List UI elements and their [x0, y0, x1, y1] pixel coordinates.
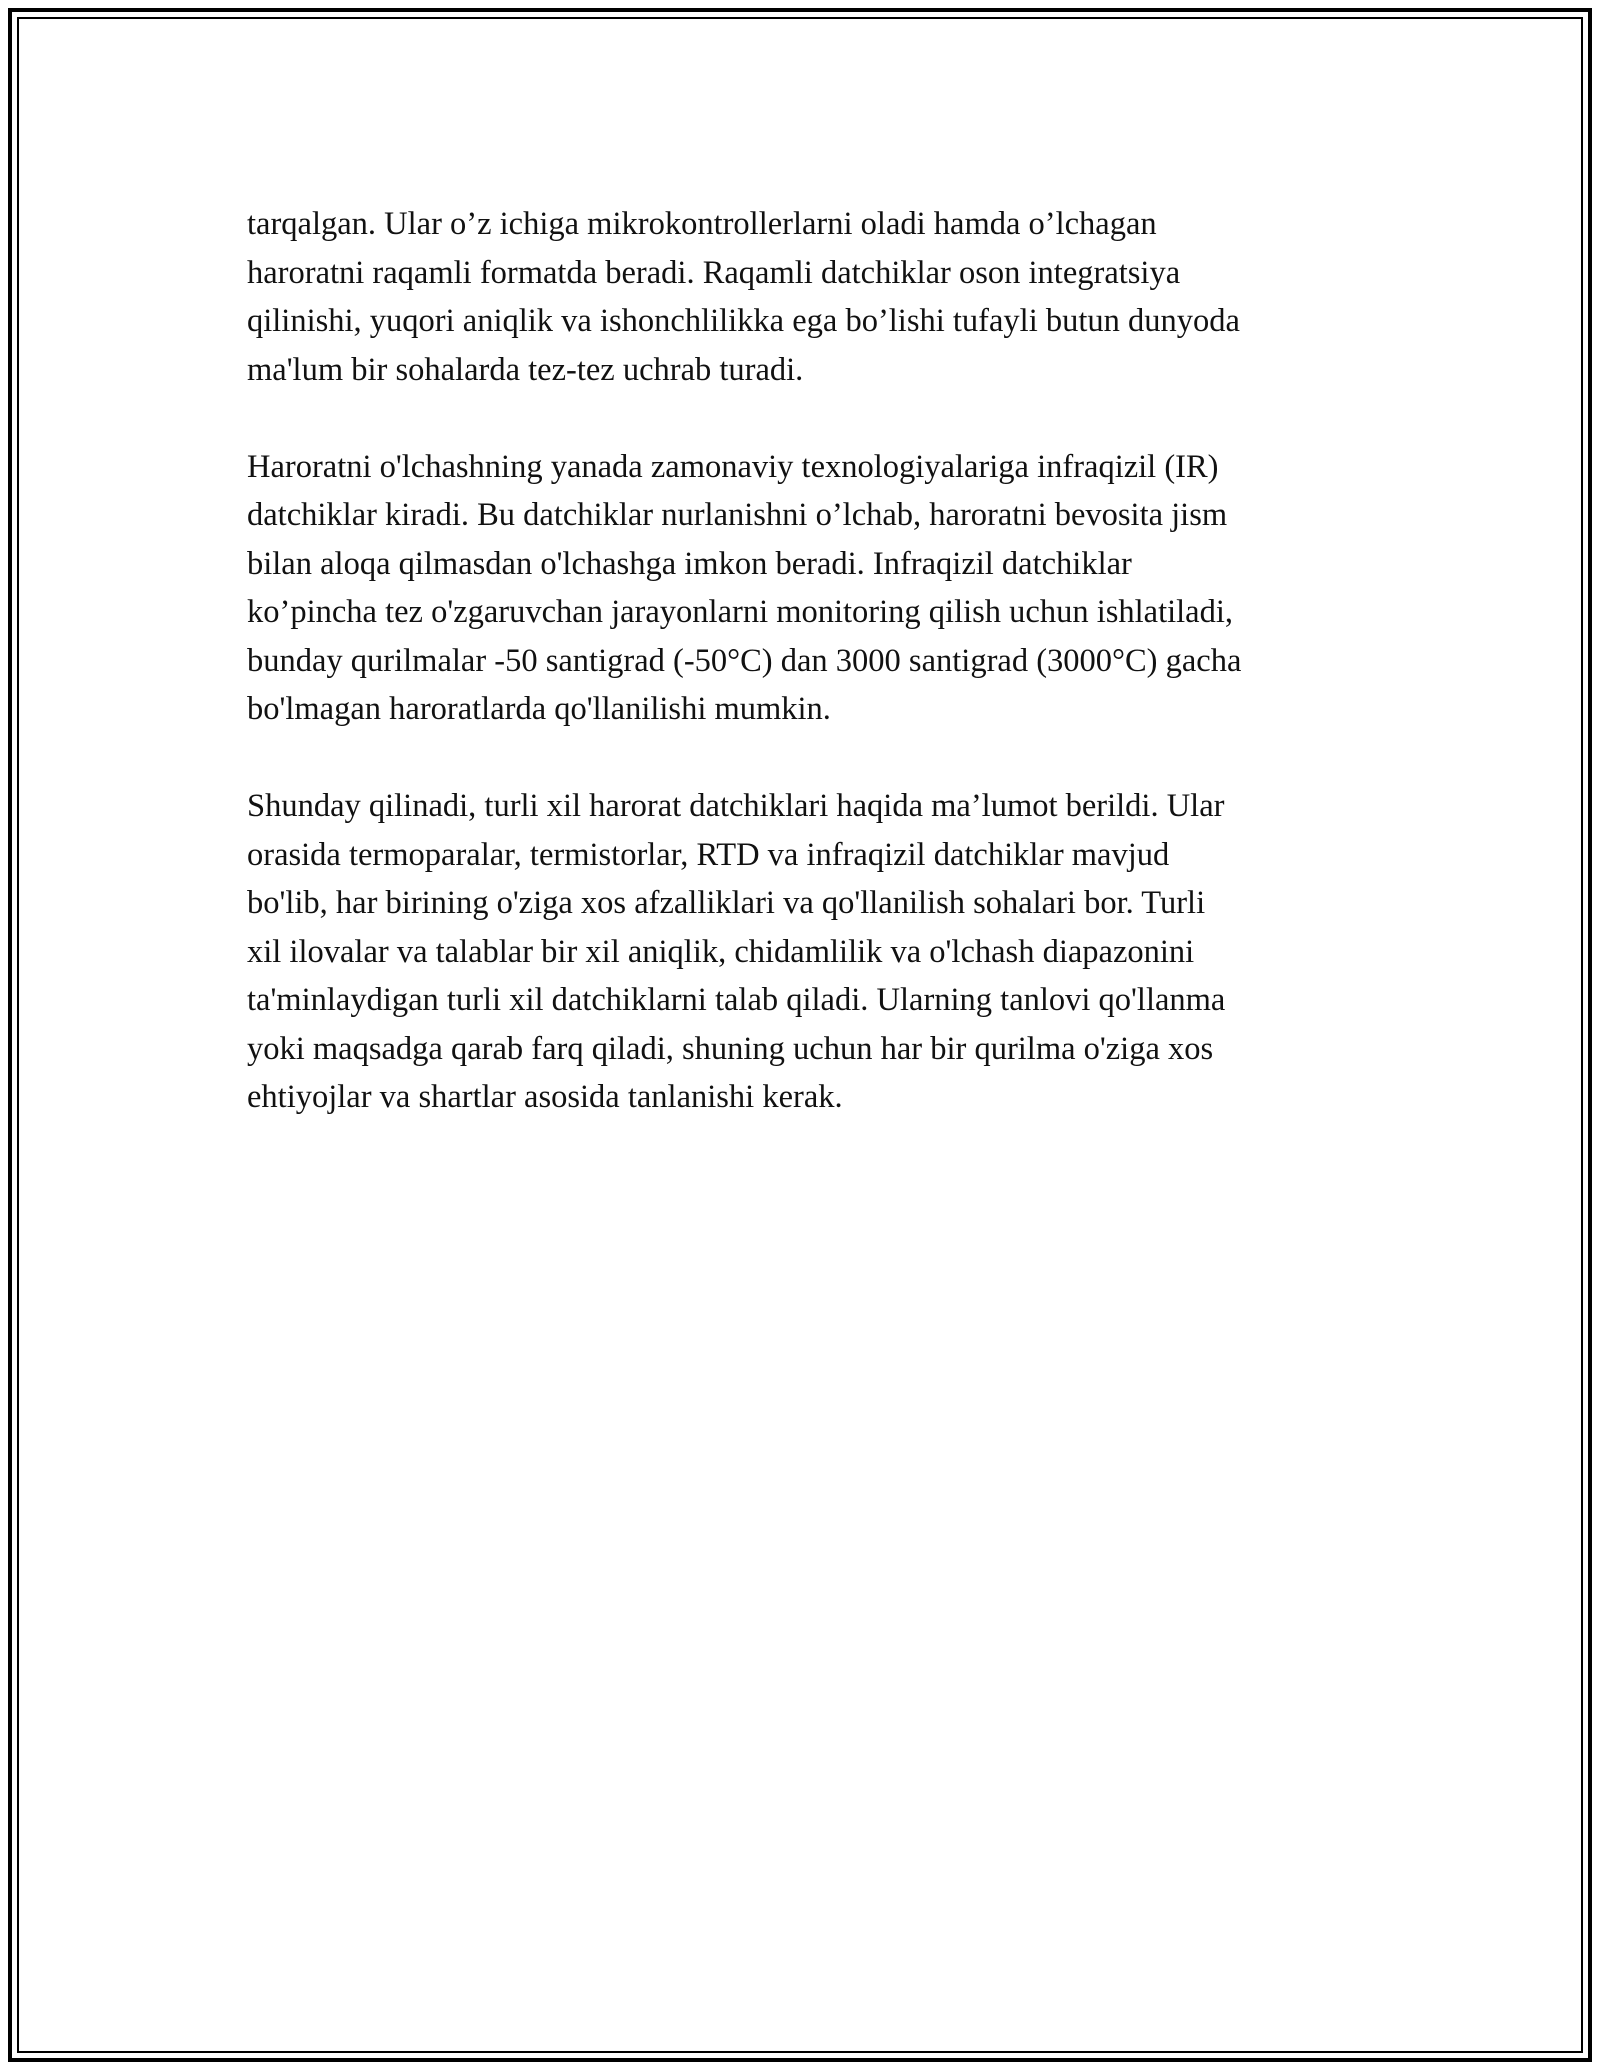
text-line: bilan aloqa qilmasdan o'lchashga imkon beradi. Infraqizil datchiklar [247, 545, 1132, 582]
text-line: ko’pincha tez o'zgaruvchan jarayonlarni monitoring qilish uchun ishlatiladi, [247, 594, 1233, 630]
paragraph-2 [247, 443, 1377, 734]
paragraph-1 [247, 200, 1377, 394]
text-line: tarqalgan. Ular o’z ichiga mikrokontrollerlarni oladi hamda o’lchagan [247, 206, 1157, 242]
text-line: ehtiyojlar va shartlar asosida tanlanishi kerak. [247, 1079, 843, 1115]
text-line: xil ilovalar va talablar bir xil aniqlik, chidamlilik va o'lchash diapazonini [247, 933, 1195, 970]
text-line: bo'lib, har birining o'ziga xos afzalliklari va qo'llanilish sohalari bor. Turli [247, 885, 1206, 921]
text-line: orasida termoparalar, termistorlar, RTD va infraqizil datchiklar mavjud [247, 836, 1170, 873]
text-line: ma'lum bir sohalarda tez-tez uchrab turadi. [247, 351, 804, 388]
text-line: datchiklar kiradi. Bu datchiklar nurlanishni o’lchab, haroratni bevosita jism [247, 497, 1228, 533]
document-page [8, 8, 1592, 2062]
text-line: Haroratni o'lchashning yanada zamonaviy texnologiyalariga infraqizil (IR) [247, 448, 1219, 485]
paragraph-3 [247, 782, 1377, 1122]
text-line: bunday qurilmalar -50 santigrad (-50°C) dan 3000 santigrad (3000°C) gacha [247, 642, 1242, 679]
document-body [247, 200, 1377, 1170]
text-line: yoki maqsadga qarab farq qiladi, shuning uchun har bir qurilma o'ziga xos [247, 1030, 1214, 1067]
text-line: bo'lmagan haroratlarda qo'llanilishi mumkin. [247, 691, 831, 727]
text-line: haroratni raqamli formatda beradi. Raqamli datchiklar oson integratsiya [247, 254, 1181, 291]
text-line: ta'minlaydigan turli xil datchiklarni talab qiladi. Ularning tanlovi qo'llanma [247, 982, 1226, 1018]
text-line: qilinishi, yuqori aniqlik va ishonchlilikka ega bo’lishi tufayli butun dunyoda [247, 303, 1240, 339]
text-line: Shunday qilinadi, turli xil harorat datchiklari haqida ma’lumot berildi. Ular [247, 788, 1225, 824]
